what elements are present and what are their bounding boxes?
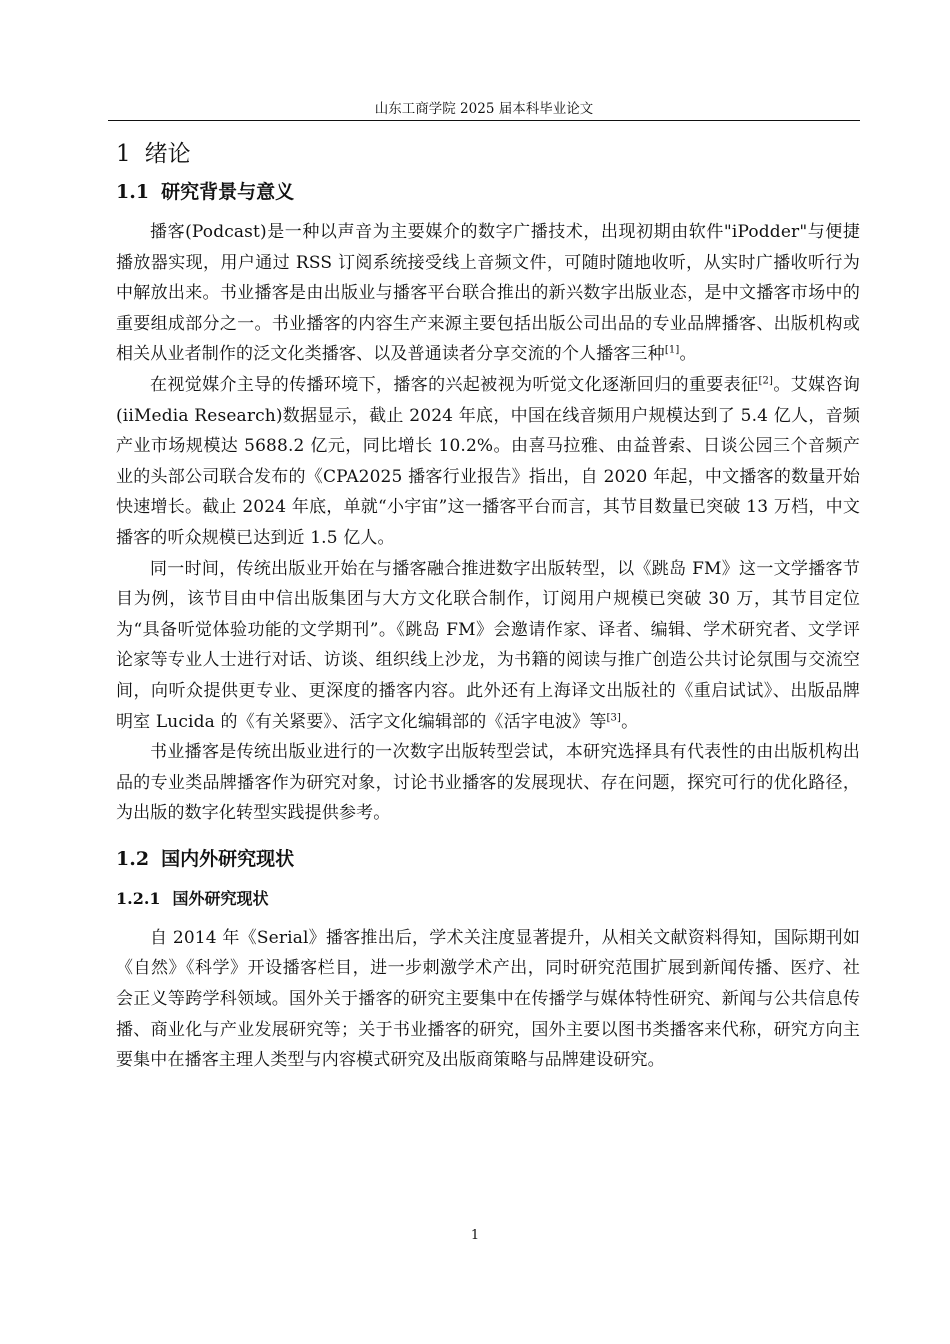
header-rule bbox=[108, 120, 860, 121]
paragraph-tail: 。 bbox=[679, 344, 697, 365]
paragraph bbox=[116, 923, 860, 1076]
spacer bbox=[116, 829, 860, 837]
section-title: 研究背景与意义 bbox=[161, 181, 295, 203]
paragraph-text: 自 2014 年《Serial》播客推出后，学术关注度显著提升，从相关文献资料得知，国际期刊如《自然》《科学》开设播客栏目，进一步刺激学术产出，同时研究范围扩展到新闻传播、医疗、社会正义等跨学科领域。国外关于播客的研究主要集中在传播学与媒体特性研究、新闻与公共信息传播、商业化与产业发展研究等；关于书业播客的研究，国外主要以图书类播客来代称，研究方向主要集中在播客主理人类型与内容模式研究及出版商策略与品牌建设研究。 bbox=[116, 927, 860, 1071]
chapter-number: 1 bbox=[116, 141, 131, 167]
subsection-heading bbox=[116, 887, 860, 911]
section-heading bbox=[116, 845, 860, 873]
paragraph bbox=[116, 554, 860, 738]
page-content bbox=[116, 138, 860, 1076]
paragraph-text: 播客(Podcast)是一种以声音为主要媒介的数字广播技术，出现初期由软件"iPodder"与便捷播放器实现，用户通过 RSS 订阅系统接受线上音频文件，可随时随地收听，从实时广播收听行为中解放出来。书业播客是由出版业与播客平台联合推出的新兴数字出版业态，是中文播客市场中的重要组成部分之一。书业播客的内容生产来源主要包括出版公司出品的专业品牌播客、出版机构或相关从业者制作的泛文化类播客、以及普通读者分享交流的个人播客三种 bbox=[116, 222, 860, 365]
chapter-title bbox=[116, 138, 860, 170]
citation-ref: [1] bbox=[664, 344, 680, 356]
running-header: 山东工商学院 2025 届本科毕业论文 bbox=[374, 101, 594, 117]
paragraph-text: 书业播客是传统出版业进行的一次数字出版转型尝试，本研究选择具有代表性的由出版机构出品的专业类品牌播客作为研究对象，讨论书业播客的发展现状、存在问题，探究可行的优化路径，为出版的数字化转型实践提供参考。 bbox=[116, 742, 860, 824]
subsection-title: 国外研究现状 bbox=[172, 888, 269, 908]
paragraph bbox=[116, 737, 860, 829]
section-number: 1.1 bbox=[116, 181, 150, 203]
page-number: 1 bbox=[470, 1228, 480, 1243]
subsection-number: 1.2.1 bbox=[116, 888, 161, 908]
paragraph bbox=[116, 217, 860, 370]
section-number: 1.2 bbox=[116, 847, 150, 870]
paragraph-text: 同一时间，传统出版业开始在与播客融合推进数字出版转型，以《跳岛 FM》这一文学播客节目为例，该节目由中信出版集团与大方文化联合制作，订阅用户规模已突破 30 万，其节目定位为“具备听觉体验功能的文学期刊”。《跳岛 FM》会邀请作家、译者、编辑、学术研究者、文学评论家等专业人士进行对话、访谈、组织线上沙龙，为书籍的阅读与推广创造公共讨论氛围与交流空间，向听众提供更专业、更深度的播客内容。此外还有上海译文出版社的《重启试试》、出版品牌明室 Lucida 的《有关紧要》、活字文化编辑部的《活字电波》等 bbox=[116, 558, 860, 732]
section-heading bbox=[116, 178, 860, 206]
paragraph bbox=[116, 370, 860, 554]
citation-ref: [2] bbox=[758, 375, 774, 387]
chapter-title-text: 绪论 bbox=[144, 141, 191, 167]
section-title: 国内外研究现状 bbox=[161, 847, 295, 870]
paragraph-tail: 。艾媒咨询(iiMedia Research)数据显示，截止 2024 年底，中国在线音频用户规模达到了 5.4 亿人，音频产业市场规模达 5688.2 亿元，同比增长 10.2%。由喜马拉雅、由益普索、日谈公园三个音频产业的头部公司联合发布的《CPA2025 播客行业报告》指出，自 2020 年起，中文播客的数量开始快速增长。截止 2024 年底，单就“小宇宙”这一播客平台而言，其节目数量已突破 13 万档，中文播客的听众规模已达到近 1.5 亿人。 bbox=[116, 374, 860, 548]
paragraph-tail: 。 bbox=[621, 711, 639, 732]
paragraph-text: 在视觉媒介主导的传播环境下，播客的兴起被视为听觉文化逐渐回归的重要表征 bbox=[150, 374, 759, 395]
citation-ref: [3] bbox=[606, 711, 622, 723]
